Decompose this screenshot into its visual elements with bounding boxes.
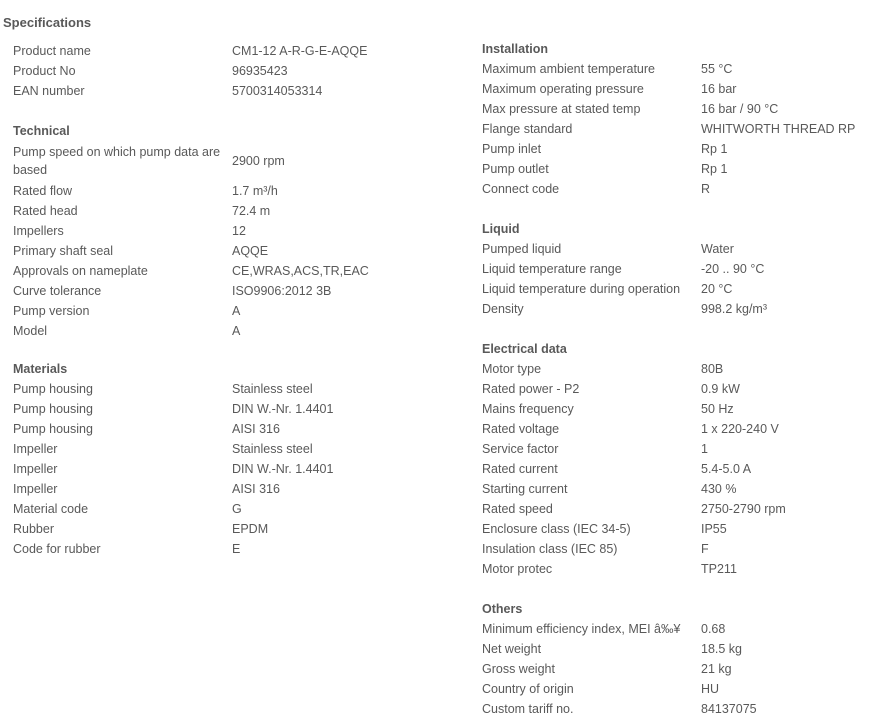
section-title: Installation [482,42,548,56]
spec-label: Impeller [13,482,58,496]
section-title: Others [482,602,523,616]
spec-row [13,201,463,221]
spec-value: Rp 1 [701,142,728,156]
spec-value: Stainless steel [232,442,313,456]
spec-value: -20 .. 90 °C [701,262,765,276]
spec-row [13,221,463,241]
spec-row [13,61,463,81]
spec-label: Enclosure class (IEC 34-5) [482,522,631,536]
spec-value: CE,WRAS,ACS,TR,EAC [232,264,369,278]
spec-row [482,359,867,379]
spec-row [482,259,867,279]
spec-label: Impeller [13,442,58,456]
installation-section [482,39,867,199]
spec-row [482,79,867,99]
spec-value: A [232,304,241,318]
section-title: Materials [13,362,68,376]
spec-value: 998.2 kg/m³ [701,302,768,316]
spec-value: WHITWORTH THREAD RP [701,122,856,136]
spec-row [482,139,867,159]
general-section [13,41,463,101]
spec-row [482,699,867,719]
spec-label: Product No [13,64,76,78]
spec-label: Density [482,302,524,316]
page-title: Specifications [3,15,92,30]
materials-section [13,359,463,559]
spec-row [482,119,867,139]
technical-section [13,121,463,341]
electrical-data-section [482,339,867,579]
spec-value: 2900 rpm [232,154,285,168]
spec-label: Pumped liquid [482,242,562,256]
spec-value: 16 bar [701,82,737,96]
spec-label: Insulation class (IEC 85) [482,542,618,556]
spec-label: Pump housing [13,382,93,396]
spec-row [482,59,867,79]
section-title: Technical [13,124,70,138]
spec-label: Max pressure at stated temp [482,102,641,116]
spec-label: Pump inlet [482,142,542,156]
spec-row [13,321,463,341]
spec-value: CM1-12 A-R-G-E-AQQE [232,44,368,58]
spec-label: Rated power - P2 [482,382,580,396]
spec-value: 84137075 [701,702,757,716]
spec-label: Code for rubber [13,542,101,556]
spec-row [13,399,463,419]
spec-label: Liquid temperature during operation [482,282,681,296]
spec-row [13,261,463,281]
spec-row [482,459,867,479]
spec-row [482,279,867,299]
spec-label: Liquid temperature range [482,262,622,276]
spec-value: Rp 1 [701,162,728,176]
spec-label: Motor protec [482,562,553,576]
spec-row [13,301,463,321]
spec-row [13,419,463,439]
spec-row [482,419,867,439]
spec-value: 55 °C [701,62,733,76]
spec-value: A [232,324,241,338]
spec-label: Rated current [482,462,558,476]
liquid-section [482,219,867,319]
section-title: Electrical data [482,342,567,356]
spec-row [13,41,463,61]
spec-value: 1.7 m³/h [232,184,278,198]
spec-label: Maximum ambient temperature [482,62,655,76]
spec-row [13,479,463,499]
spec-label: Rated flow [13,184,73,198]
spec-row [482,179,867,199]
spec-value: AISI 316 [232,422,280,436]
spec-label: Gross weight [482,662,555,676]
spec-row [482,519,867,539]
spec-label: Pump version [13,304,90,318]
spec-row [482,559,867,579]
section-title: Liquid [482,222,520,236]
spec-label: Product name [13,44,91,58]
spec-label: Starting current [482,482,568,496]
spec-row [482,299,867,319]
spec-value: 18.5 kg [701,642,743,656]
spec-label: Mains frequency [482,402,574,416]
spec-label: Net weight [482,642,542,656]
spec-row [13,519,463,539]
spec-value: 12 [232,224,246,238]
spec-value: 5700314053314 [232,84,323,98]
spec-row [482,679,867,699]
spec-value: DIN W.-Nr. 1.4401 [232,462,334,476]
spec-value: F [701,542,709,556]
spec-value: 20 °C [701,282,733,296]
spec-row [13,81,463,101]
spec-value: 1 [701,442,708,456]
spec-label: Rated head [13,204,78,218]
spec-value: 0.68 [701,622,726,636]
spec-value: IP55 [701,522,727,536]
spec-row [13,459,463,479]
spec-row [13,539,463,559]
spec-value: 430 % [701,482,737,496]
spec-value: AISI 316 [232,482,280,496]
spec-row [13,241,463,261]
spec-value: 50 Hz [701,402,734,416]
spec-row [13,281,463,301]
spec-row [13,439,463,459]
spec-row [482,639,867,659]
spec-label: Pump outlet [482,162,549,176]
spec-value: Stainless steel [232,382,313,396]
spec-row [482,439,867,459]
spec-value: G [232,502,242,516]
spec-value: AQQE [232,244,269,258]
spec-label: Approvals on nameplate [13,264,148,278]
spec-label: EAN number [13,84,85,98]
spec-row [13,181,463,201]
spec-value: 16 bar / 90 °C [701,102,779,116]
spec-value: HU [701,682,720,696]
spec-row [482,619,867,639]
spec-label: Service factor [482,442,559,456]
spec-value: 0.9 kW [701,382,740,396]
spec-label: Model [13,324,48,338]
spec-value: TP211 [701,562,737,576]
spec-value: 2750-2790 rpm [701,502,786,516]
spec-label: Maximum operating pressure [482,82,644,96]
spec-value: E [232,542,241,556]
spec-value: 80B [701,362,724,376]
spec-row [482,659,867,679]
spec-row [482,399,867,419]
spec-value: 96935423 [232,64,288,78]
spec-value: 72.4 m [232,204,271,218]
spec-value: 21 kg [701,662,732,676]
spec-label: Pump housing [13,402,93,416]
spec-label: Custom tariff no. [482,702,574,716]
spec-label: Minimum efficiency index, MEI â‰¥ [482,622,681,636]
spec-label: Flange standard [482,122,573,136]
spec-row [482,479,867,499]
spec-row [13,141,463,181]
spec-value: Water [701,242,734,256]
spec-value: 1 x 220-240 V [701,422,779,436]
spec-label: Curve tolerance [13,284,102,298]
spec-label: Material code [13,502,89,516]
spec-value: DIN W.-Nr. 1.4401 [232,402,334,416]
spec-row [13,499,463,519]
spec-row [482,539,867,559]
spec-label: Rated voltage [482,422,560,436]
spec-row [482,159,867,179]
spec-row [482,499,867,519]
spec-label: Primary shaft seal [13,244,114,258]
spec-value: EPDM [232,522,269,536]
others-section [482,599,867,719]
spec-value: 5.4-5.0 A [701,462,752,476]
spec-label: Impellers [13,224,64,238]
spec-label: Pump housing [13,422,93,436]
spec-row [482,379,867,399]
spec-row [482,99,867,119]
spec-row [13,379,463,399]
spec-label: Rated speed [482,502,553,516]
spec-value: ISO9906:2012 3B [232,284,332,298]
spec-value: R [701,182,711,196]
spec-label: Connect code [482,182,560,196]
spec-row [482,239,867,259]
spec-label: Rubber [13,522,54,536]
spec-label: Country of origin [482,682,574,696]
spec-label: Motor type [482,362,542,376]
spec-label: Pump speed on which pump data are based [13,145,221,177]
spec-label: Impeller [13,462,58,476]
